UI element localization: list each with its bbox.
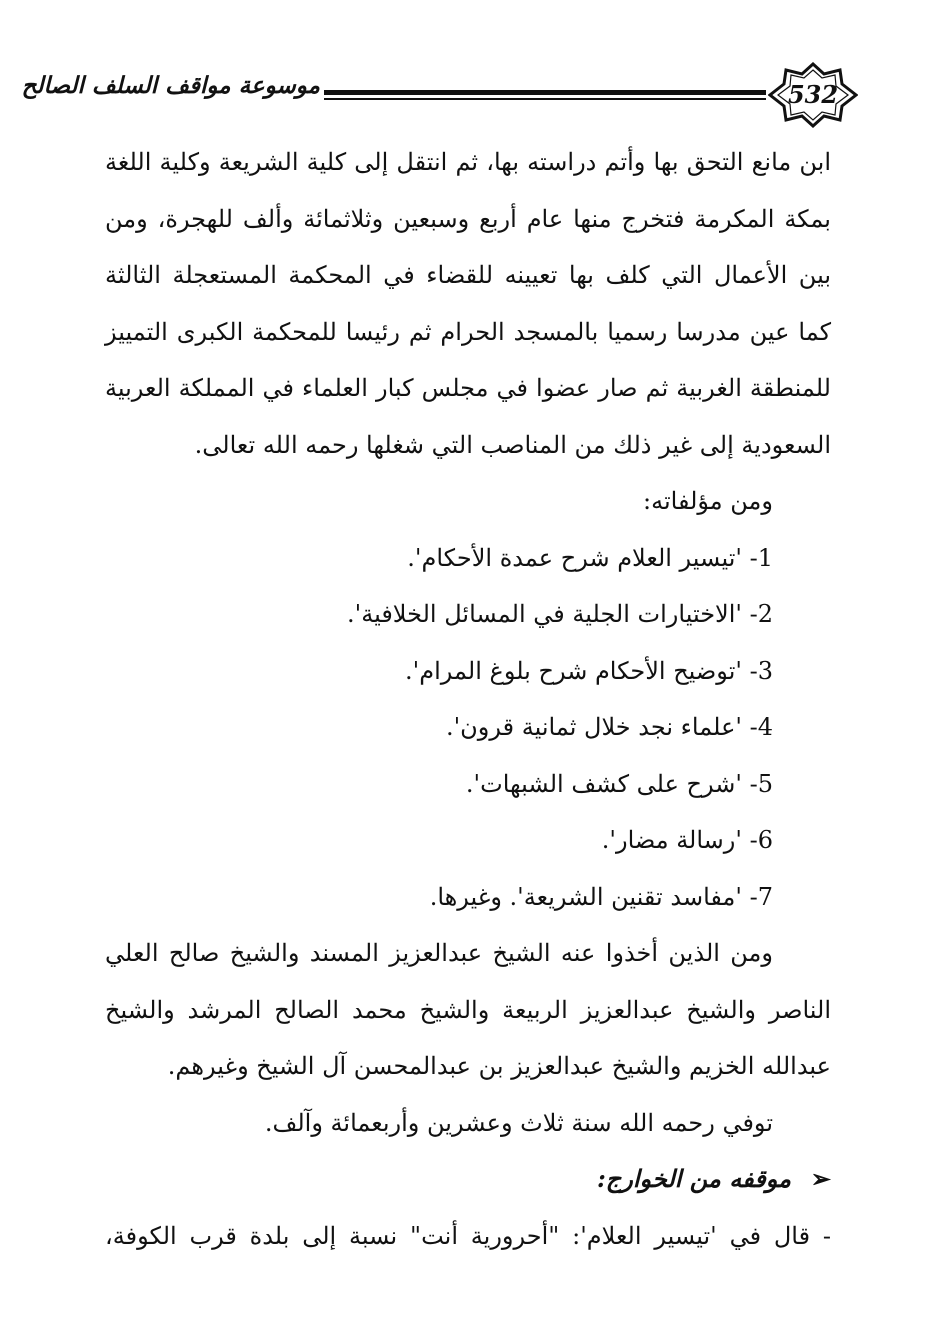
arrow-bullet-icon: ➢ (810, 1164, 831, 1193)
book-title: موسوعة مواقف السلف الصالح (21, 72, 320, 99)
page-header (21, 62, 858, 128)
students-paragraph: ومن الذين أخذوا عنه الشيخ عبدالعزيز المسند والشيخ صالح العلي الناصر والشيخ عبدالعزيز الربيعة والشيخ محمد الصالح المرشد والشيخ عبدالله الخزيم والشيخ عبدالعزيز بن عبدالمحسن آل الشيخ وغيرهم. (105, 939, 831, 1080)
death-paragraph: توفي رحمه الله سنة ثلاث وعشرين وأربعمائة وآلف. (264, 1108, 773, 1137)
work-item-1: 1- 'تيسير العلام شرح عمدة الأحكام'. (407, 543, 773, 572)
page-number: 532 (787, 80, 839, 109)
works-intro: ومن مؤلفاته: (643, 487, 773, 515)
section-heading-text: موقفه من الخوارج: (596, 1164, 791, 1193)
page-number-badge (768, 62, 858, 128)
biography-paragraph: ابن مانع التحق بها وأتم دراسته بها، ثم انتقل إلى كلية الشريعة وكلية اللغة بمكة المكرمة فتخرج منها عام أربع وسبعين وثلاثمائة وألف للهجرة، ومن بين الأعمال التي كلف بها تعيينه للقضاء في المحكمة المستعجلة الثالثة كما عين مدرسا رسميا بالمسجد الحرام ثم رئيسا للمحكمة الكبرى التمييز للمنطقة الغربية ثم صار عضوا في مجلس كبار العلماء في المملكة العربية السعودية إلى غير ذلك من المناصب التي شغلها رحمه الله تعالى. (105, 148, 831, 459)
quote-line: - قال في 'تيسير العلام': "أحرورية أنت" نسبة إلى بلدة قرب الكوفة، (105, 1221, 831, 1250)
work-item-3: 3- 'توضيح الأحكام شرح بلوغ المرام'. (405, 656, 773, 685)
section-heading (105, 1151, 831, 1208)
work-item-2: 2- 'الاختيارات الجلية في المسائل الخلافية'. (346, 600, 773, 628)
work-item-7: 7- 'مفاسد تقنين الشريعة'. وغيرها. (429, 882, 773, 911)
page-body (105, 134, 831, 1264)
work-item-6: 6- 'رسالة مضار'. (601, 826, 773, 854)
work-item-4: 4- 'علماء نجد خلال ثمانية قرون'. (445, 713, 773, 741)
header-rule (324, 90, 766, 102)
work-item-5: 5- 'شرح على كشف الشبهات'. (465, 769, 773, 798)
